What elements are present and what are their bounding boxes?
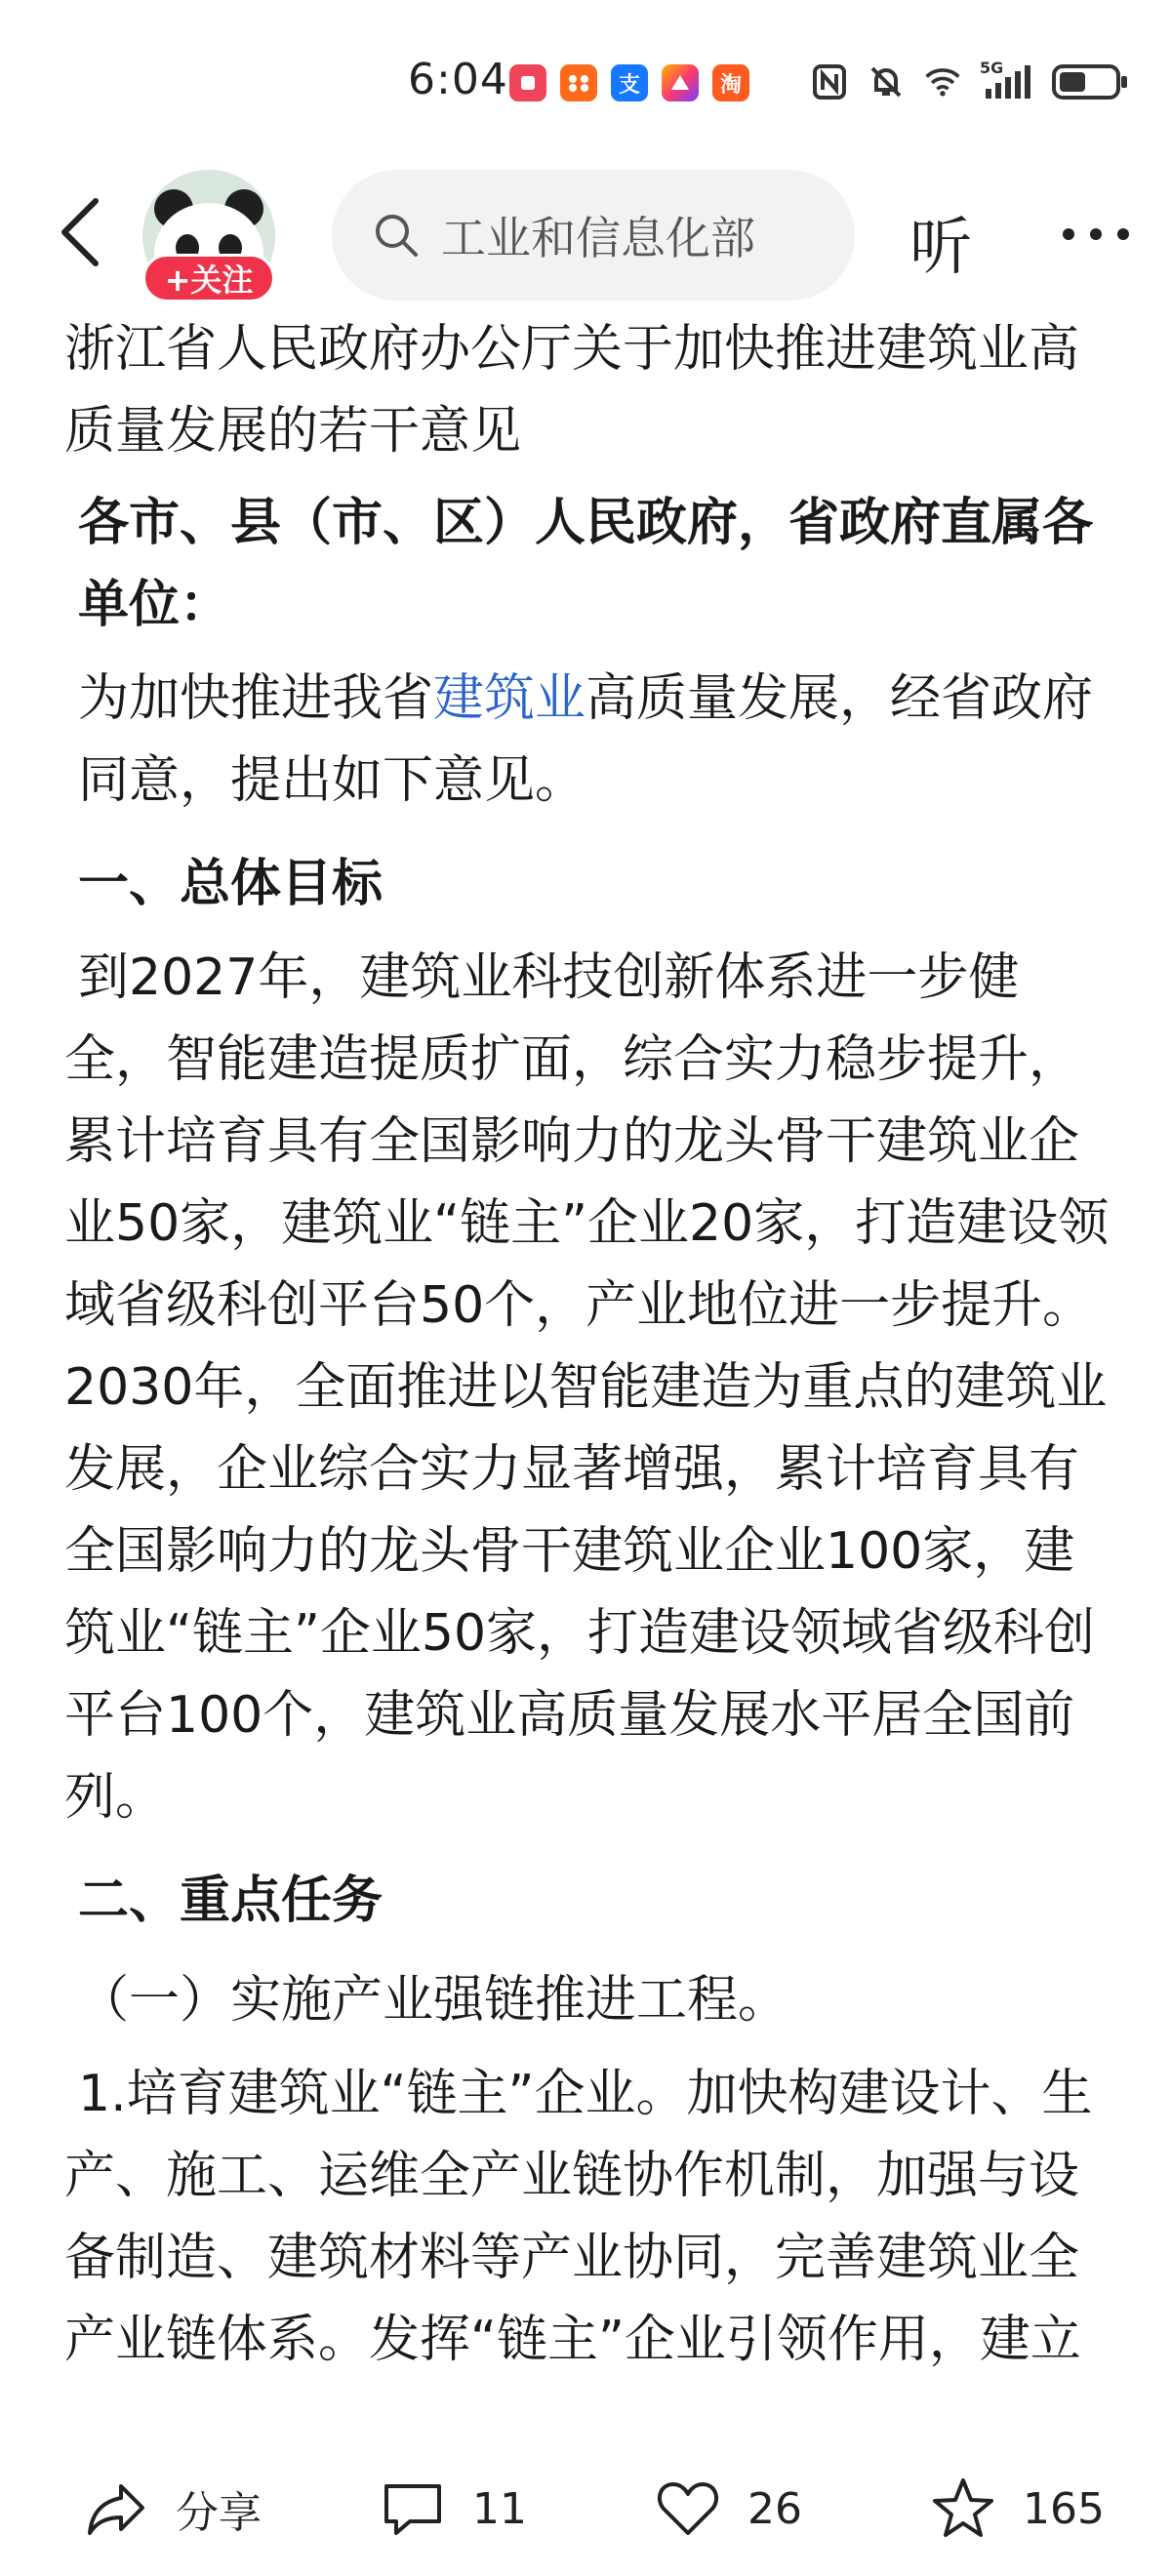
share-label: 分享 [176, 2488, 262, 2538]
section-2-subheading: （一）实施产业强链推进工程。 [78, 1971, 789, 2030]
bottom-action-bar [0, 2459, 1171, 2576]
system-icons [810, 59, 1130, 101]
listen-button[interactable]: 听 [909, 212, 972, 284]
section-1-body: 到2027年，建筑业科技创新体系进一步健全，智能建造提质扩面，综合实力稳步提升，累计培育具有全国影响力的龙头骨干建筑业企业50家，建筑业“链主”企业20家，打造建设领域省级科创平台50个，产业地位进一步提升。2030年，全面推进以智能建造为重点的建筑业发展，企业综合实力显著增强，累计培育具有全国影响力的龙头骨干建筑业企业100家，建筑业“链主”企业50家，打造建设领域省级科创平台100个，建筑业高质量发展水平居全国前列。 [64, 948, 1110, 1827]
salutation: 各市、县（市、区）人民政府，省政府直属各单位： [78, 494, 1094, 634]
search-box[interactable] [332, 170, 855, 301]
status-time: 6:04 [408, 55, 508, 104]
like-count: 26 [747, 2483, 802, 2534]
like-button[interactable] [656, 2476, 802, 2541]
share-icon [84, 2476, 148, 2541]
favorite-button[interactable] [931, 2476, 1105, 2541]
network-label: 5G [980, 59, 1004, 77]
battery-icon [1052, 62, 1130, 101]
keyword-link[interactable]: 建筑业 [433, 669, 586, 728]
section-2-heading: 二、重点任务 [78, 1872, 384, 1930]
section-1-heading: 一、总体目标 [78, 855, 384, 913]
section-2-item-1: 1.培育建筑业“链主”企业。加快构建设计、生产、施工、运维全产业链协作机制，加强与设备制造、建筑材料等产业协同，完善建筑业全产业链体系。发挥“链主”企业引领作用，建立 [64, 2065, 1093, 2369]
search-icon [371, 210, 422, 261]
notification-icons [509, 64, 749, 101]
taobao-icon: 淘 [712, 64, 749, 101]
top-nav [0, 166, 1171, 302]
star-icon [931, 2476, 995, 2541]
back-button[interactable] [51, 193, 109, 271]
signal-5g-icon [980, 59, 1034, 101]
share-button[interactable] [84, 2476, 262, 2541]
article-title: 浙江省人民政府办公厅关于加快推进建筑业高质量发展的若干意见 [64, 320, 1080, 461]
app-orange-icon [560, 64, 597, 101]
more-button[interactable] [1052, 205, 1140, 263]
back-arrow-icon [59, 197, 101, 267]
heart-icon [656, 2476, 720, 2541]
nfc-icon [810, 62, 849, 101]
intro-text-before: 为加快推进我省 [78, 669, 434, 728]
app-multicolor-icon [662, 64, 699, 101]
comment-count: 11 [472, 2483, 527, 2534]
intro-paragraph [64, 658, 1118, 822]
comment-button[interactable] [381, 2476, 527, 2541]
status-bar [0, 0, 1171, 166]
wifi-icon [923, 62, 962, 101]
article-body [64, 308, 1118, 2381]
app-red-icon [509, 64, 546, 101]
alipay-icon: 支 [611, 64, 648, 101]
mute-bell-icon [867, 62, 906, 101]
comment-icon [381, 2476, 445, 2541]
intro-text-after: 高质量发展，经省政府同意，提出如下意见。 [78, 669, 1094, 810]
more-dots-icon [1062, 227, 1130, 241]
search-placeholder: 工业和信息化部 [441, 212, 755, 264]
favorite-count: 165 [1023, 2483, 1105, 2534]
follow-button[interactable]: +关注 [142, 254, 275, 302]
